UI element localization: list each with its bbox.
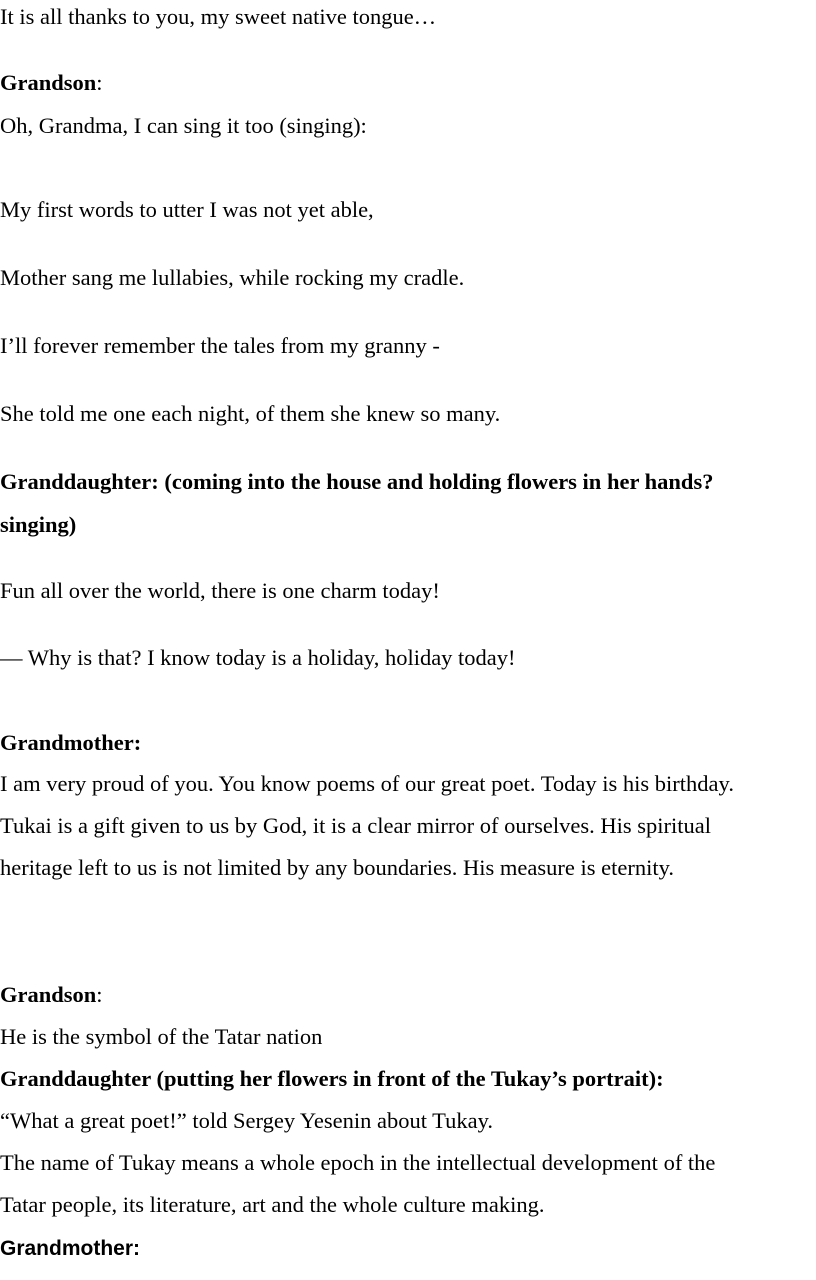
verse-line: She told me one each night, of them she knew so many. (0, 401, 501, 426)
song-line: — Why is that? I know today is a holiday, holiday today! (0, 645, 516, 670)
speaker-line: Grandmother: (0, 1237, 141, 1260)
stage-direction-line: Granddaughter: (coming into the house and holding flowers in her hands? (0, 469, 714, 494)
speaker-line (0, 68, 103, 98)
verse-line: I’ll forever remember the tales from my granny - (0, 333, 440, 358)
text-line: I am very proud of you. You know poems of our great poet. Today is his birthday. (0, 771, 734, 796)
song-line: Fun all over the world, there is one charm today! (0, 578, 440, 603)
speaker-name: Grandson (0, 70, 97, 95)
text-line: He is the symbol of the Tatar nation (0, 1024, 323, 1049)
verse-line: Mother sang me lullabies, while rocking my cradle. (0, 265, 465, 290)
stage-direction-line: singing) (0, 512, 77, 537)
text-line: The name of Tukay means a whole epoch in the intellectual development of the (0, 1150, 716, 1175)
text-line: Tukai is a gift given to us by God, it is a clear mirror of ourselves. His spiritual (0, 813, 711, 838)
text-line: Oh, Grandma, I can sing it too (singing): (0, 113, 367, 138)
speaker-line (0, 980, 103, 1010)
text-line: Tatar people, its literature, art and the whole culture making. (0, 1192, 545, 1217)
speaker-line: Grandmother: (0, 730, 142, 755)
speaker-colon: : (96, 70, 103, 95)
text-line: It is all thanks to you, my sweet native tongue… (0, 4, 437, 29)
speaker-colon: : (96, 982, 103, 1007)
text-line: “What a great poet!” told Sergey Yesenin about Tukay. (0, 1108, 494, 1133)
speaker-name: Grandson (0, 982, 97, 1007)
text-line: heritage left to us is not limited by any boundaries. His measure is eternity. (0, 855, 675, 880)
stage-direction-line: Granddaughter (putting her flowers in front of the Tukay’s portrait): (0, 1066, 664, 1091)
verse-line: My first words to utter I was not yet able, (0, 197, 374, 222)
